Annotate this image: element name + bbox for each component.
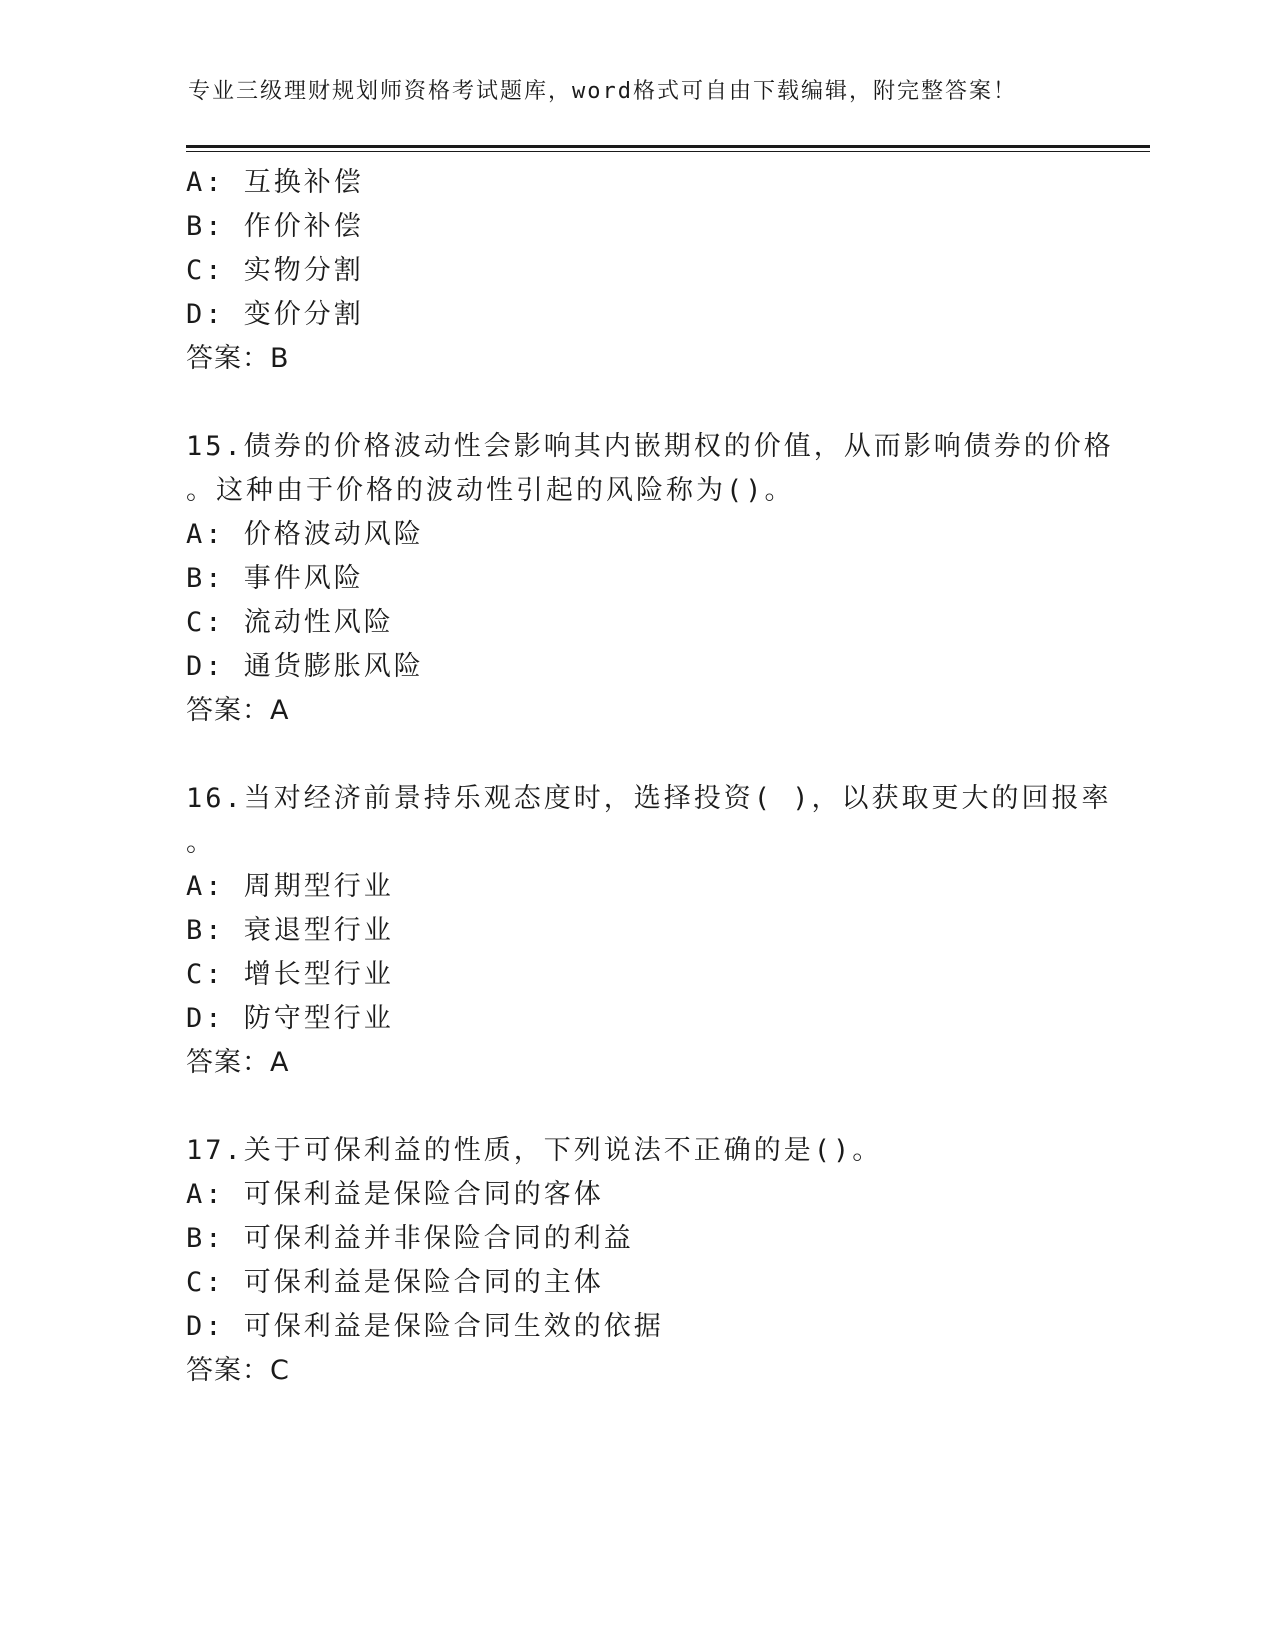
header-rule-thin bbox=[186, 151, 1150, 152]
q15-option-d: D: 通货膨胀风险 bbox=[186, 651, 424, 682]
q15-stem-line1: 15.债券的价格波动性会影响其内嵌期权的价值，从而影响债券的价格 bbox=[186, 431, 1114, 462]
q17-stem-line1: 17.关于可保利益的性质，下列说法不正确的是()。 bbox=[186, 1135, 883, 1166]
q17-option-c: C: 可保利益是保险合同的主体 bbox=[186, 1267, 604, 1298]
q15-answer: 答案：A bbox=[186, 695, 290, 726]
q16-stem-line1: 16.当对经济前景持乐观态度时，选择投资( )，以获取更大的回报率 bbox=[186, 783, 1112, 814]
q14-option-a: A: 互换补偿 bbox=[186, 167, 364, 198]
header-rule-thick bbox=[186, 145, 1150, 148]
q14-option-d: D: 变价分割 bbox=[186, 299, 364, 330]
q15-stem-line2: 。这种由于价格的波动性引起的风险称为()。 bbox=[186, 475, 795, 506]
q17-option-b: B: 可保利益并非保险合同的利益 bbox=[186, 1223, 634, 1254]
q17-answer: 答案：C bbox=[186, 1355, 290, 1386]
q16-stem-line2: 。 bbox=[186, 827, 216, 858]
q15-option-c: C: 流动性风险 bbox=[186, 607, 394, 638]
page-header: 专业三级理财规划师资格考试题库，word格式可自由下载编辑，附完整答案！ bbox=[188, 79, 1017, 104]
q16-option-c: C: 增长型行业 bbox=[186, 959, 394, 990]
q14-answer: 答案：B bbox=[186, 343, 290, 374]
q14-option-b: B: 作价补偿 bbox=[186, 211, 364, 242]
q16-answer: 答案：A bbox=[186, 1047, 290, 1078]
q17-option-d: D: 可保利益是保险合同生效的依据 bbox=[186, 1311, 664, 1342]
q16-option-d: D: 防守型行业 bbox=[186, 1003, 394, 1034]
q16-option-a: A: 周期型行业 bbox=[186, 871, 394, 902]
q15-option-a: A: 价格波动风险 bbox=[186, 519, 424, 550]
q17-option-a: A: 可保利益是保险合同的客体 bbox=[186, 1179, 604, 1210]
q14-option-c: C: 实物分割 bbox=[186, 255, 364, 286]
q16-option-b: B: 衰退型行业 bbox=[186, 915, 394, 946]
q15-option-b: B: 事件风险 bbox=[186, 563, 364, 594]
